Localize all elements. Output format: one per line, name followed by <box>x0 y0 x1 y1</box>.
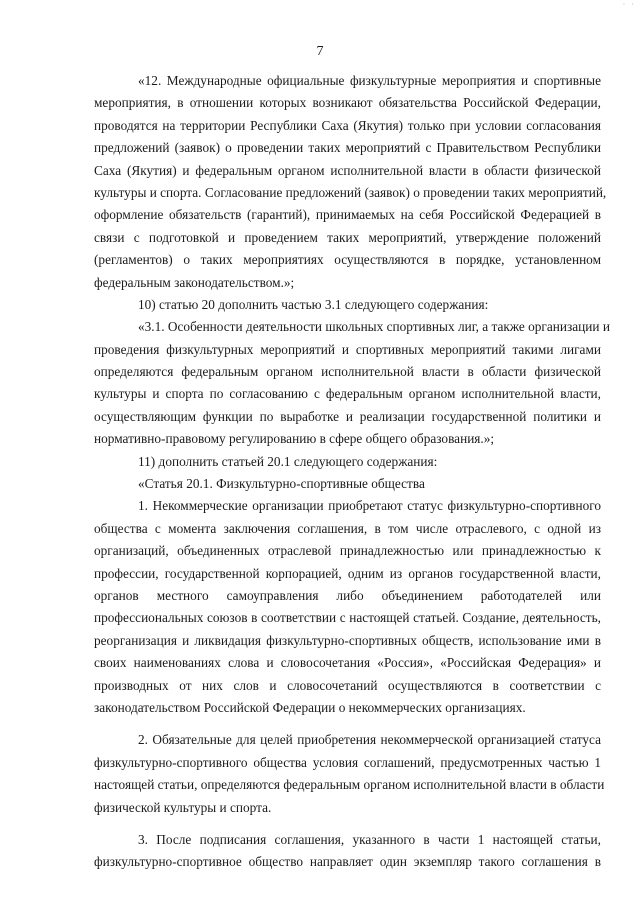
paragraph-line: общества с момента заключения соглашения, в том числе отраслевого, с одной из <box>94 520 601 536</box>
paragraph-line: производных от них слов и словосочетаний осуществляются в соответствии с <box>94 677 601 693</box>
paragraph-line: 2. Обязательные для целей приобретения некоммерческой организацией статуса <box>138 732 601 748</box>
paragraph-line: профессиональных союзов в соответствии с настоящей статьей. Создание, деятельность, <box>94 610 601 626</box>
paragraph-line: организаций, объединенных отраслевой принадлежностью или принадлежностью к <box>94 543 601 559</box>
paragraph-line: Саха (Якутия) и федеральным органом исполнительной власти в области физической <box>94 162 601 178</box>
paragraph-line: 3. После подписания соглашения, указанного в части 1 настоящей статьи, <box>138 831 601 847</box>
paragraph-line: «3.1. Особенности деятельности школьных спортивных лиг, а также организации и <box>138 319 610 335</box>
paragraph-line: культуры и спорта по согласованию с федеральным органом исполнительной власти, <box>94 386 601 402</box>
paragraph-line: 1. Некоммерческие организации приобретают статус физкультурно-спортивного <box>138 498 601 514</box>
paragraph-line: законодательством Российской Федерации о некоммерческих организациях. <box>94 699 526 715</box>
paragraph-line: своих наименованиях слова и словосочетания «Россия», «Российская Федерация» и <box>94 655 601 671</box>
paragraph-line: проведения физкультурных мероприятий и спортивных мероприятий такими лигами <box>94 341 601 357</box>
paragraph-line: физической культуры и спорта. <box>94 799 272 815</box>
document-body <box>94 70 610 874</box>
paragraph-line: профессии, государственной корпорацией, одним из органов государственной власти, <box>94 565 601 581</box>
paragraph-line: 10) статью 20 дополнить частью 3.1 следующего содержания: <box>138 296 489 312</box>
paragraph-line: (регламентов) о таких мероприятиях осуществляются в порядке, установленном <box>94 252 601 268</box>
paragraph-line: 11) дополнить статьей 20.1 следующего содержания: <box>138 453 438 469</box>
paragraph-line: настоящей статьи, определяются федеральным органом исполнительной власти в области <box>94 777 605 793</box>
paragraph-line: «12. Международные официальные физкультурные мероприятия и спортивные <box>138 73 601 88</box>
section-heading: «Статья 20.1. Физкультурно-спортивные общества <box>138 476 425 492</box>
paragraph-line: проводятся на территории Республики Саха (Якутия) только при условии согласования <box>94 117 601 133</box>
corner-mark: ˙ ˙ <box>622 2 636 11</box>
paragraph-line: физкультурно-спортивного общества условия соглашений, предусмотренных частью 1 <box>94 754 601 770</box>
paragraph-line: органов местного самоуправления либо объединением работодателей или <box>94 587 601 603</box>
paragraph-line: оформление обязательств (гарантий), принимаемых на себя Российской Федерацией в <box>94 207 601 223</box>
paragraph-line: предложений (заявок) о проведении таких мероприятий с Правительством Республики <box>94 140 601 156</box>
paragraph-line: нормативно-правовому регулированию в сфере общего образования.»; <box>94 431 495 447</box>
paragraph-line: осуществляющим функции по выработке и реализации государственной политики и <box>94 408 601 424</box>
paragraph-line: определяются федеральным органом исполнительной власти в области физической <box>94 364 601 380</box>
paragraph-line: федеральным законодательством.»; <box>94 274 295 290</box>
paragraph-line: физкультурно-спортивное общество направляет один экземпляр такого соглашения в <box>94 854 601 870</box>
paragraph-line: связи с подготовкой и проведением таких мероприятий, утверждение положений <box>94 229 601 245</box>
paragraph-line: мероприятия, в отношении которых возникают обязательства Российской Федерации, <box>94 95 601 111</box>
paragraph-line: культуры и спорта. Согласование предложений (заявок) о проведении таких мероприятий, <box>94 184 607 200</box>
paragraph-line: реорганизация и ликвидация физкультурно-спортивных обществ, использование ими в <box>94 632 601 648</box>
page-number: 7 <box>316 44 324 59</box>
